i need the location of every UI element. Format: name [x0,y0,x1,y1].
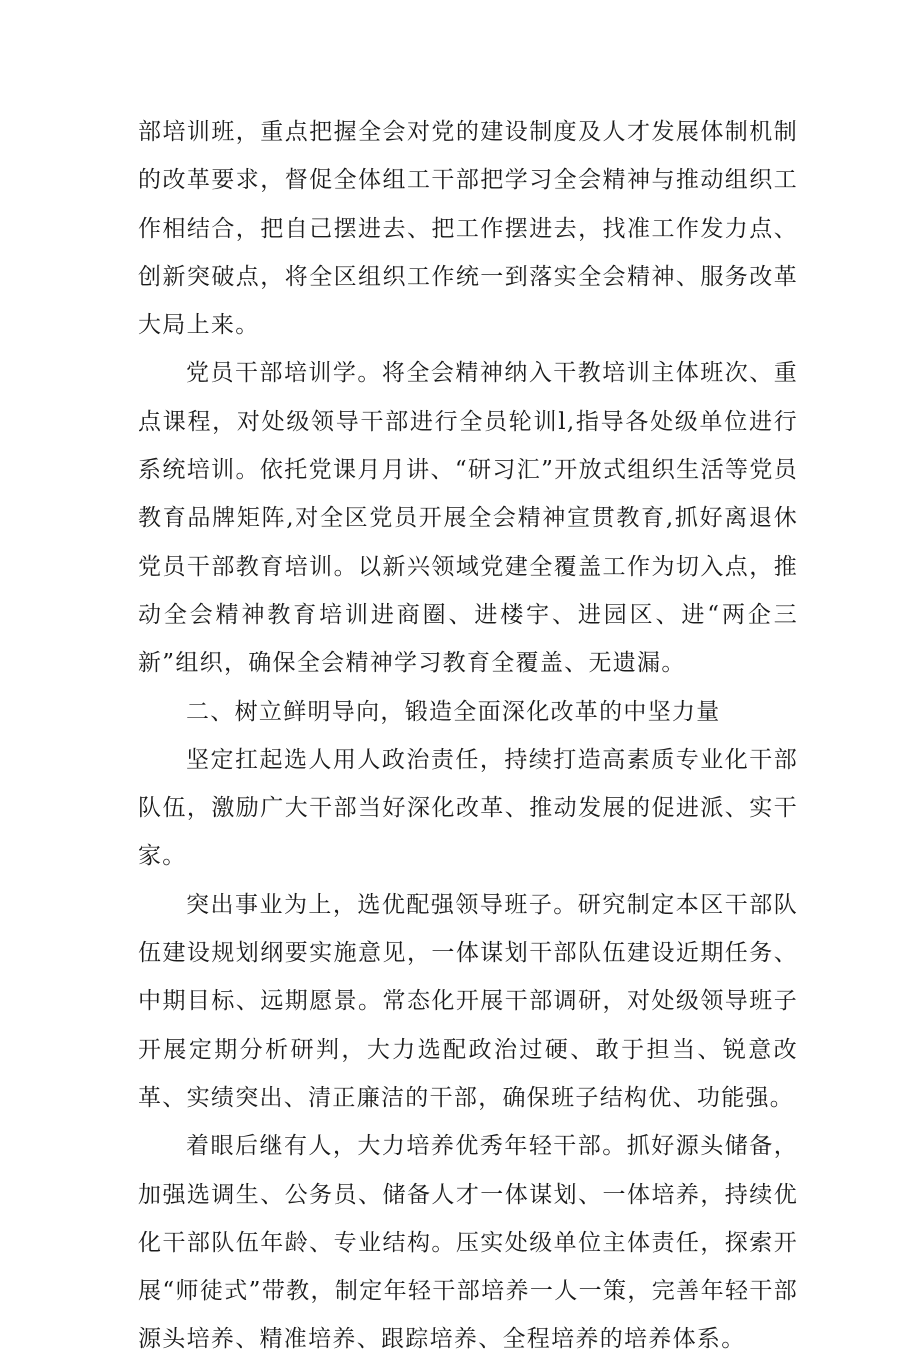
document-body [138,108,798,1364]
paragraph-continued: 部培训班，重点把握全会对党的建设制度及人才发展体制机制的改革要求，督促全体组工干部把学习全会精神与推动组织工作相结合，把自己摆进去、把工作摆进去，找准工作发力点、创新突破点，将全区组织工作统一到落实全会精神、服务改革大局上来。 [138,119,798,339]
paragraph-responsibility: 坚定扛起选人用人政治责任，持续打造高素质专业化干部队伍，激励广大干部当好深化改革、推动发展的促进派、实干家。 [138,746,798,870]
paragraph-leadership: 突出事业为上，选优配强领导班子。研究制定本区干部队伍建设规划纲要实施意见，一体谋划干部队伍建设近期任务、中期目标、远期愿景。常态化开展干部调研，对处级领导班子开展定期分析研判，大力选配政治过硬、敢于担当、锐意改革、实绩突出、清正廉洁的干部，确保班子结构优、功能强。 [138,891,798,1111]
section-heading: 二、树立鲜明导向，锻造全面深化改革的中坚力量 [186,698,721,725]
paragraph-young-cadres: 着眼后继有人，大力培养优秀年轻干部。抓好源头储备，加强选调生、公务员、储备人才一体谋划、一体培养，持续优化干部队伍年龄、专业结构。压实处级单位主体责任，探索开展“师徒式”带教，制定年轻干部培养一人一策，完善年轻干部源头培养、精准培养、跟踪培养、全程培养的培养体系。 [138,1133,798,1353]
paragraph-training: 党员干部培训学。将全会精神纳入干教培训主体班次、重点课程，对处级领导干部进行全员轮训l,指导各处级单位进行系统培训。依托党课月月讲、“研习汇”开放式组织生活等党员教育品牌矩阵,对全区党员开展全会精神宣贯教育,抓好离退休党员干部教育培训。以新兴领域党建全覆盖工作为切入点，推动全会精神教育培训进商圈、进楼宇、进园区、进“两企三新”组织，确保全会精神学习教育全覆盖、无遗漏。 [138,360,798,677]
